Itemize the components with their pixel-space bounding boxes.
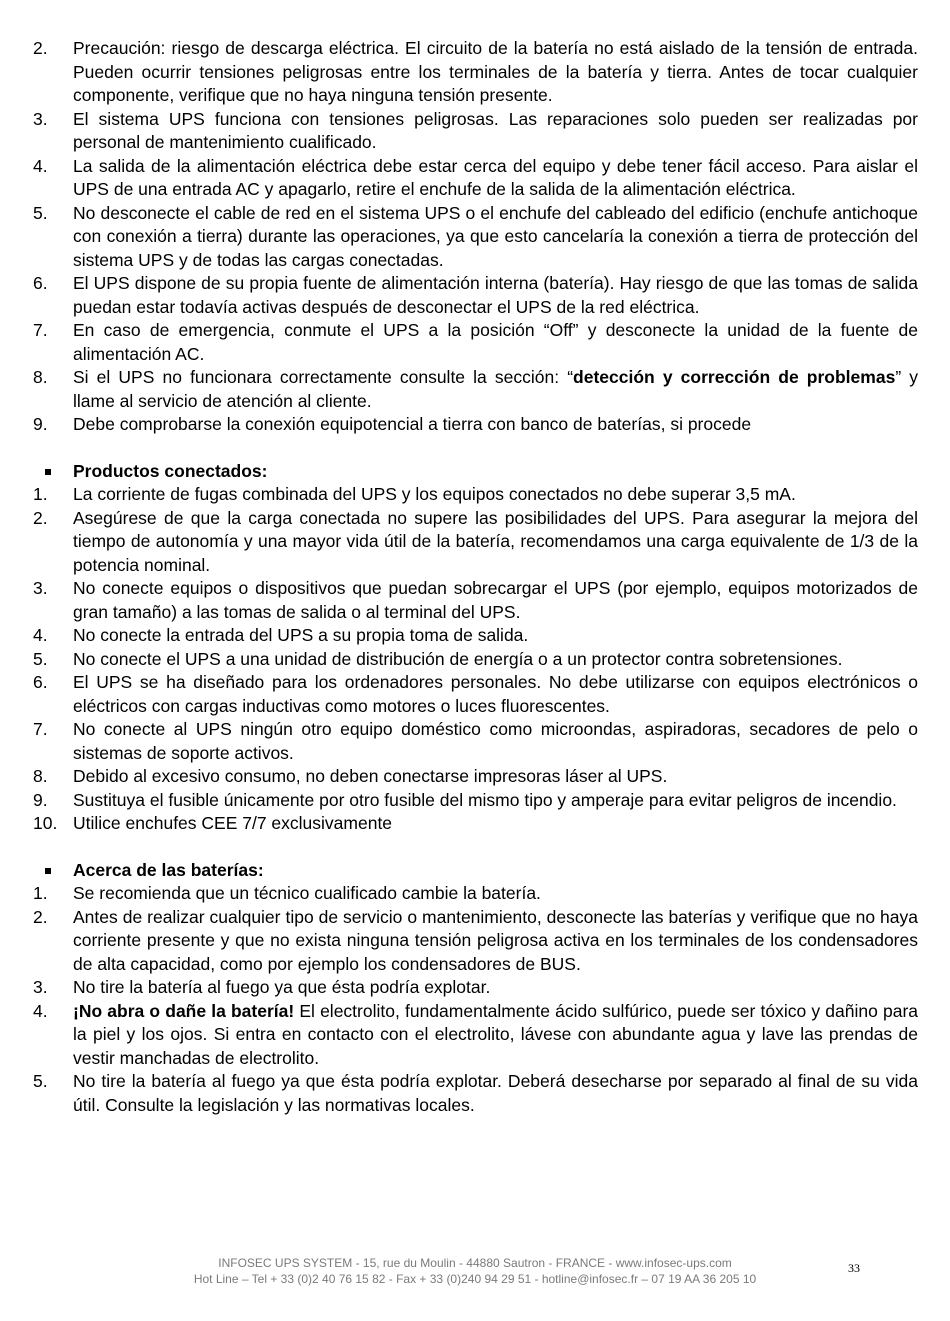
footer-company-line: INFOSEC UPS SYSTEM - 15, rue du Moulin - 44880 Sautron - FRANCE - www.infosec-ups.com <box>218 1256 732 1270</box>
batteries-list <box>33 882 918 1117</box>
list-item-text: La corriente de fugas combinada del UPS y los equipos conectados no debe superar 3,5 mA. <box>73 484 796 504</box>
list-item-number: 1. <box>33 883 48 903</box>
list-item-text: La salida de la alimentación eléctrica debe estar cerca del equipo y debe tener fácil acceso. Para aislar el UPS de una entrada AC y apagarlo, retire el enchufe de la salida de la alimentación eléctrica. <box>73 155 918 199</box>
bullet-icon <box>45 469 51 475</box>
list-item-text: No conecte equipos o dispositivos que puedan sobrecargar el UPS (por ejemplo, equipos motorizados de gran tamaño) a las tomas de salida o al terminal del UPS. <box>73 578 918 622</box>
page-number: 33 <box>848 1261 860 1275</box>
list-item-text: Antes de realizar cualquier tipo de servicio o mantenimiento, desconecte las baterías y verifique que no haya corriente presente y que no exista ninguna tensión peligrosa activa en los terminales de los condensadores de alta capacidad, como por ejemplo los condensadores de BUS. <box>73 906 918 974</box>
safety-list <box>33 37 918 437</box>
list-item-text: ¡No abra o dañe la batería! El electrolito, fundamentalmente ácido sulfúrico, puede ser tóxico y dañino para la piel y los ojos. Si entra en contacto con el electrolito, lávese con abundante agua y lave las prendas de vestir manchadas de electrolito. <box>73 1000 919 1068</box>
list-item-text: No conecte al UPS ningún otro equipo doméstico como microondas, aspiradoras, secadores de pelo o sistemas de soporte activos. <box>73 719 918 763</box>
list-item-text: En caso de emergencia, conmute el UPS a la posición “Off” y desconecte la unidad de la fuente de alimentación AC. <box>73 320 918 364</box>
bullet-icon <box>45 868 51 874</box>
list-item-text: No conecte la entrada del UPS a su propia toma de salida. <box>73 625 529 645</box>
list-item-number: 6. <box>33 273 48 293</box>
list-item-text: Debido al excesivo consumo, no deben conectarse impresoras láser al UPS. <box>73 766 668 786</box>
list-item-text: Si el UPS no funcionara correctamente consulte la sección: “detección y corrección de problemas” y llame al servicio de atención al cliente. <box>73 367 919 411</box>
list-item-number: 2. <box>33 507 48 528</box>
list-item-number: 4. <box>33 625 48 645</box>
list-item <box>33 718 918 765</box>
page-footer <box>0 1255 950 1287</box>
list-item-text: No tire la batería al fuego ya que ésta podría explotar. Deberá desecharse por separado al final de su vida útil. Consulte la legislación y las normativas locales. <box>73 1071 918 1115</box>
list-item-number: 1. <box>33 484 48 504</box>
list-item <box>33 319 918 366</box>
list-item <box>33 812 918 836</box>
section-heading-connected-products: Productos conectados: <box>33 460 918 484</box>
list-item-text: El sistema UPS funciona con tensiones peligrosas. Las reparaciones solo pueden ser realizadas por personal de mantenimiento cualificado. <box>73 108 918 152</box>
list-item <box>33 906 918 977</box>
list-item-number: 3. <box>33 578 48 598</box>
list-item-text: Asegúrese de que la carga conectada no supere las posibilidades del UPS. Para asegurar la mejora del tiempo de autonomía y una mayor vida útil de la batería, recomendamos una carga equivalente de 1/3 de la potencia nominal. <box>73 507 918 575</box>
list-item-number: 3. <box>33 977 48 997</box>
list-item <box>33 789 918 813</box>
list-item-number: 7. <box>33 719 48 739</box>
list-item-text: El UPS dispone de su propia fuente de alimentación interna (batería). Hay riesgo de que las tomas de salida puedan estar todavía activas después de desconectar el UPS de la red eléctrica. <box>73 273 918 317</box>
list-item-number: 5. <box>33 202 48 223</box>
list-item-text: No conecte el UPS a una unidad de distribución de energía o a un protector contra sobretensiones. <box>73 648 843 669</box>
list-item-number: 9. <box>33 789 48 810</box>
list-item-text: El UPS se ha diseñado para los ordenadores personales. No debe utilizarse con equipos electrónicos o eléctricos con cargas inductivas como motores o luces fluorescentes. <box>73 672 918 716</box>
list-item-text: Debe comprobarse la conexión equipotencial a tierra con banco de baterías, si procede <box>73 414 752 434</box>
list-item-number: 5. <box>33 648 48 669</box>
list-item-number: 8. <box>33 367 48 387</box>
list-item-number: 9. <box>33 414 48 434</box>
list-item-number: 6. <box>33 672 48 692</box>
list-item-number: 2. <box>33 906 48 927</box>
footer-hotline-line: Hot Line – Tel + 33 (0)2 40 76 15 82 - Fax + 33 (0)240 94 29 51 - hotline@infosec.fr – 07 19 AA 36 205 10 <box>193 1272 757 1286</box>
list-item <box>33 155 918 202</box>
list-item-text: Precaución: riesgo de descarga eléctrica. El circuito de la batería no está aislado de la tensión de entrada. Pueden ocurrir tensiones peligrosas entre los terminales de la batería y tierra. Antes de tocar cualquier componente, verifique que no haya ninguna tensión presente. <box>73 38 918 105</box>
list-item <box>33 671 918 718</box>
list-item-number: 2. <box>33 38 48 58</box>
list-item-number: 4. <box>33 1000 48 1021</box>
list-item <box>33 1070 918 1117</box>
list-item <box>33 37 918 108</box>
list-item-text: Utilice enchufes CEE 7/7 exclusivamente <box>73 813 393 833</box>
list-item <box>33 202 918 273</box>
connected-products-list <box>33 483 918 836</box>
list-item <box>33 976 918 1000</box>
list-item <box>33 108 918 155</box>
list-item-number: 5. <box>33 1071 48 1091</box>
list-item <box>33 577 918 624</box>
list-item <box>33 366 918 413</box>
list-item <box>33 507 918 578</box>
list-item-number: 3. <box>33 108 48 129</box>
list-item <box>33 1000 918 1071</box>
document-page <box>33 37 918 1117</box>
list-item <box>33 272 918 319</box>
list-item-number: 8. <box>33 766 48 786</box>
section-heading-batteries: Acerca de las baterías: <box>33 859 918 883</box>
list-item-text: No tire la batería al fuego ya que ésta podría explotar. <box>73 977 491 997</box>
list-item <box>33 483 918 507</box>
list-item-text: No desconecte el cable de red en el sistema UPS o el enchufe del cableado del edificio (enchufe antichoque con conexión a tierra) durante las operaciones, ya que esto cancelaría la conexión a tierra de protección del sistema UPS y de todas las cargas conectadas. <box>73 202 918 270</box>
list-item <box>33 624 918 648</box>
list-item <box>33 882 918 906</box>
list-item-number: 10. <box>33 813 58 833</box>
list-item-number: 4. <box>33 155 48 176</box>
list-item <box>33 413 918 437</box>
list-item-text: Sustituya el fusible únicamente por otro fusible del mismo tipo y amperaje para evitar peligros de incendio. <box>73 789 897 810</box>
list-item-number: 7. <box>33 320 48 340</box>
list-item-text: Se recomienda que un técnico cualificado cambie la batería. <box>73 883 541 903</box>
list-item <box>33 648 918 672</box>
list-item <box>33 765 918 789</box>
